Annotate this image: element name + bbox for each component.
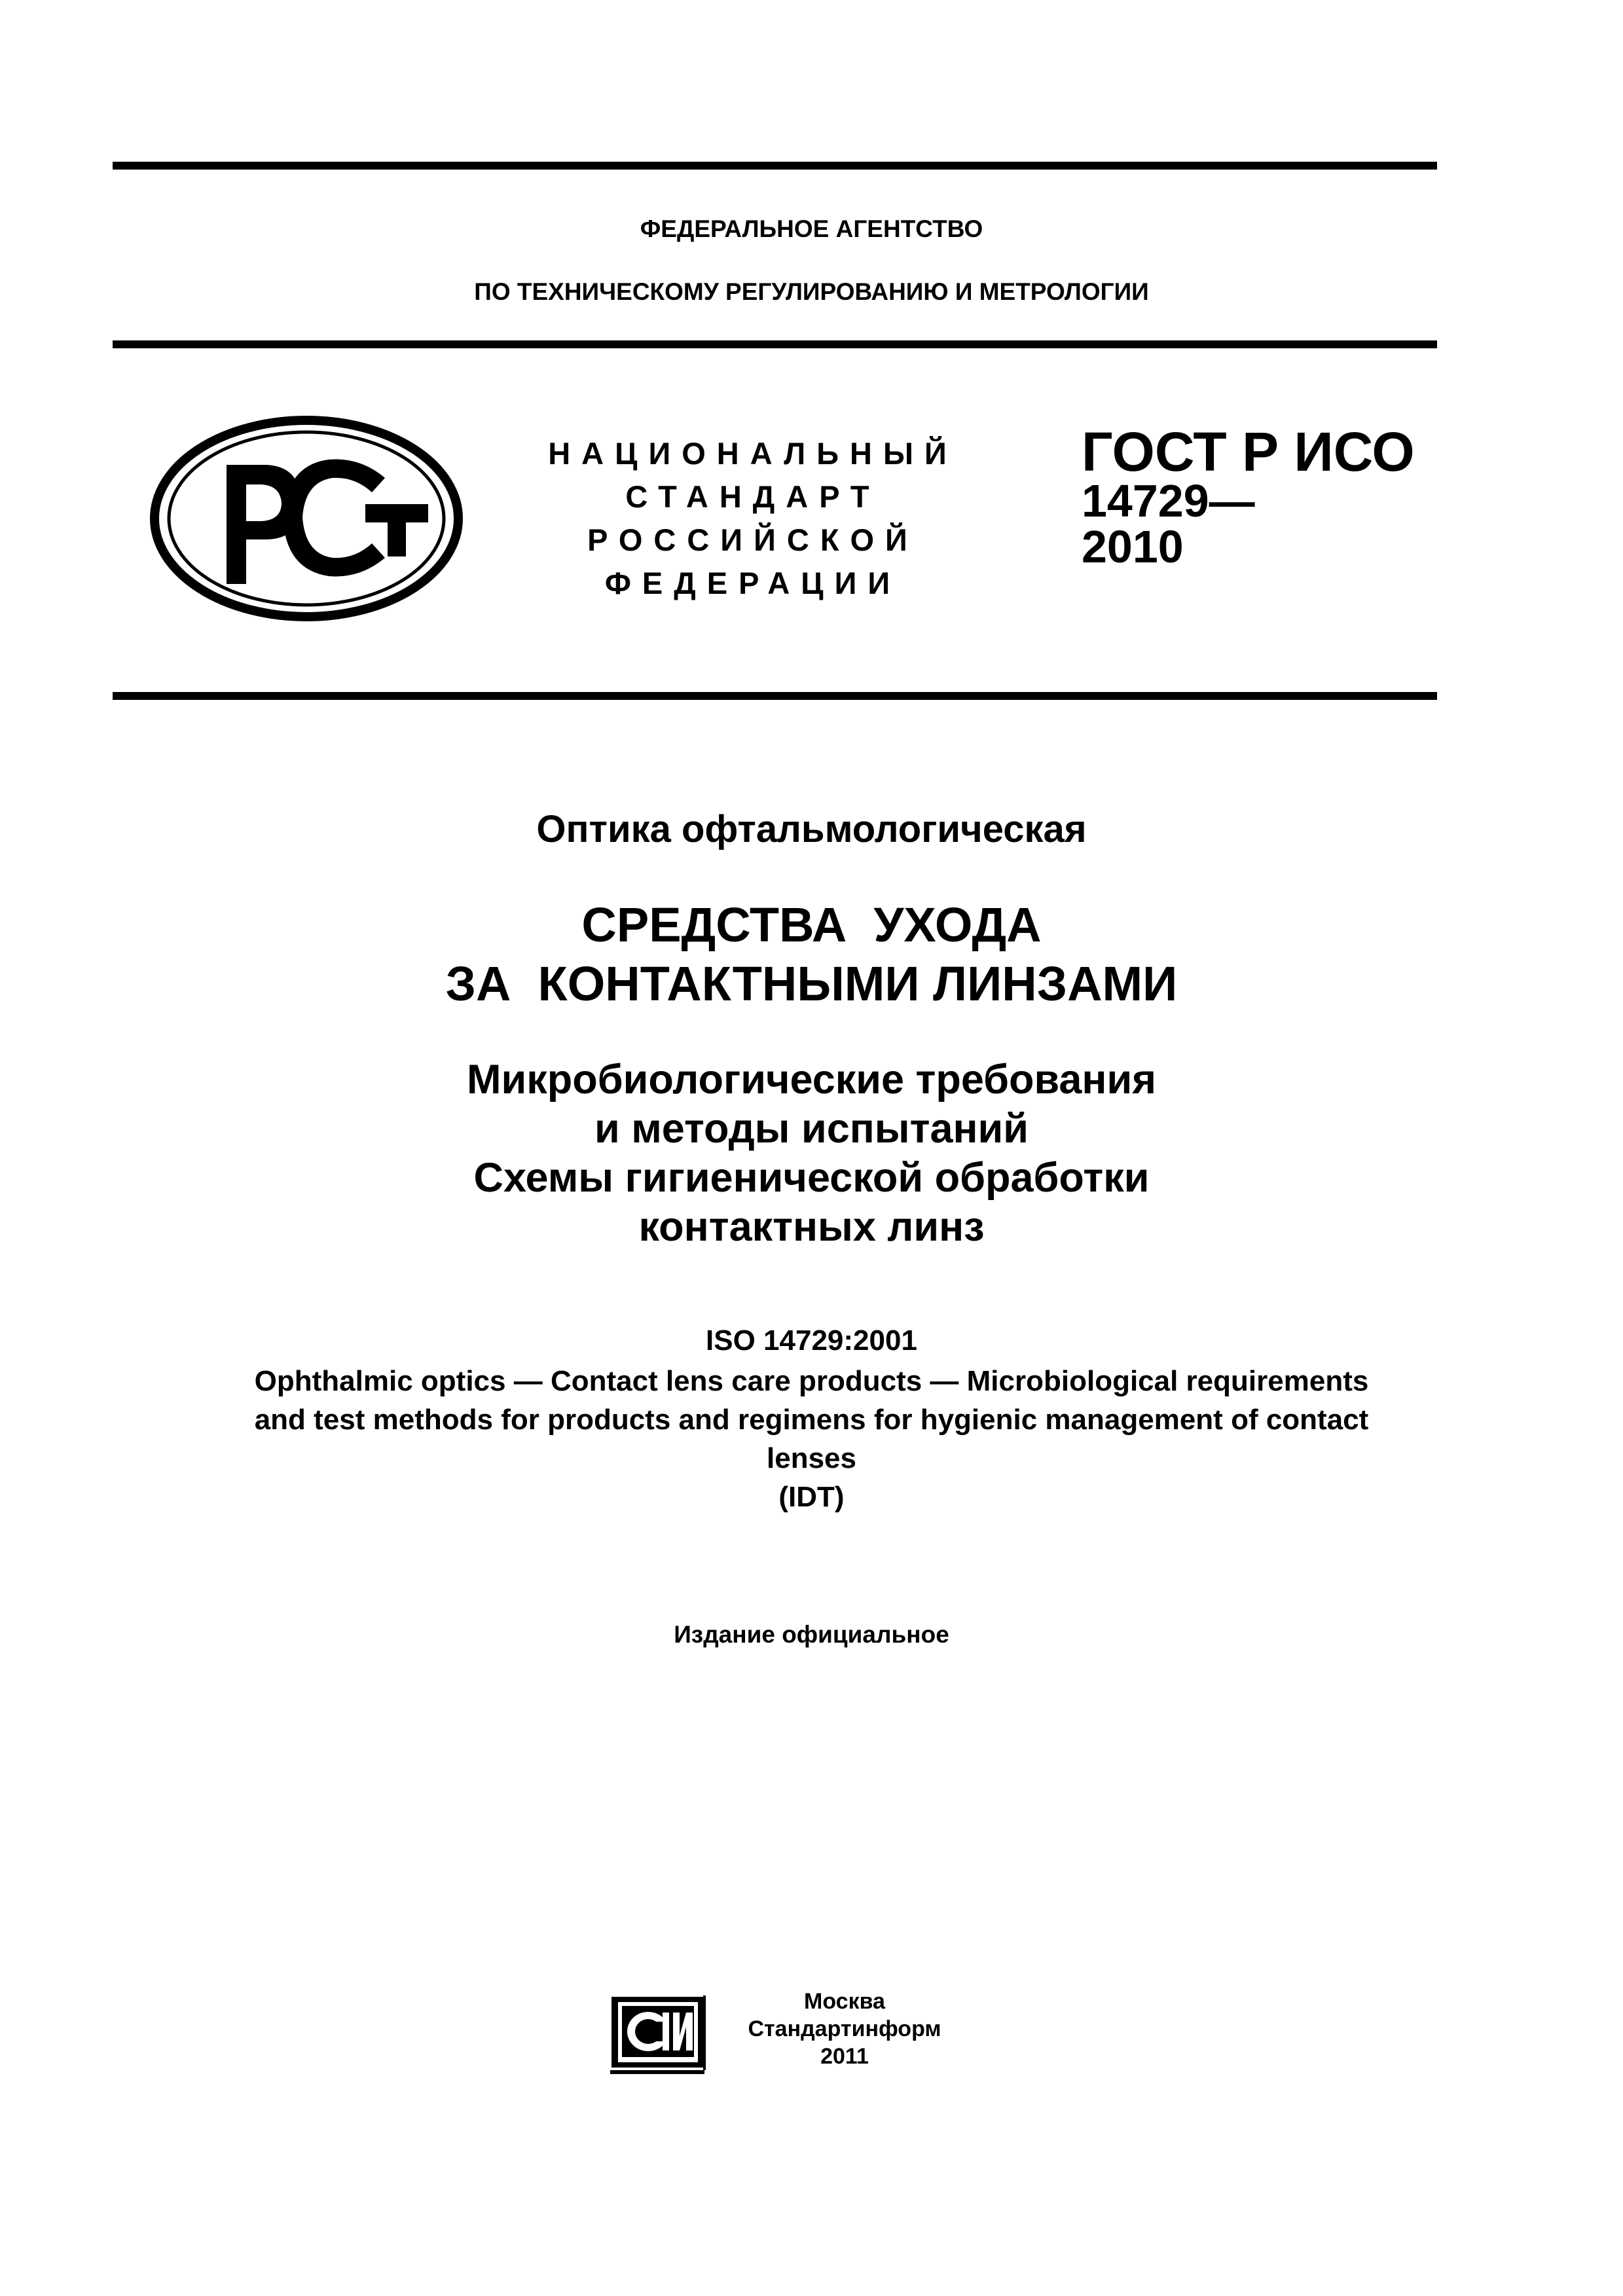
top-rule <box>113 162 1437 170</box>
standartinform-logo-icon <box>609 1993 706 2075</box>
national-standard-label <box>517 432 989 605</box>
domain-title: Оптика офтальмологическая <box>536 808 1087 850</box>
header-bottom-rule <box>113 340 1437 348</box>
main-title-line: ЗА КОНТАКТНЫМИ ЛИНЗАМИ <box>445 957 1178 1011</box>
edition-label: Издание официальное <box>674 1621 949 1648</box>
national-standard-line: СТАНДАРТ <box>625 479 881 514</box>
subtitle-line: Схемы гигиенической обработки <box>473 1155 1150 1201</box>
subtitle <box>0 1055 1623 1252</box>
agency-name-line2: ПО ТЕХНИЧЕСКОМУ РЕГУЛИРОВАНИЮ И МЕТРОЛОГИИ <box>474 278 1149 305</box>
agency-name-line1: ФЕДЕРАЛЬНОЕ АГЕНТСТВО <box>640 215 983 242</box>
standard-designation <box>1082 421 1415 572</box>
iso-english-title <box>0 1362 1623 1516</box>
designation-line2: 14729— <box>1082 475 1255 526</box>
publisher-city: Москва <box>804 1989 885 2014</box>
iso-number: ISO 14729:2001 <box>706 1324 917 1357</box>
national-standard-line: РОССИЙСКОЙ <box>587 522 919 557</box>
main-title <box>0 896 1623 1013</box>
designation-line1: ГОСТ Р ИСО <box>1082 421 1415 483</box>
subtitle-line: контактных линз <box>638 1204 985 1250</box>
title-separator-rule <box>113 692 1437 700</box>
main-title-line: СРЕДСТВА УХОДА <box>581 898 1042 952</box>
national-standard-line: НАЦИОНАЛЬНЫЙ <box>548 436 958 471</box>
rst-certification-mark-icon <box>149 414 464 623</box>
publisher-name: Стандартинформ <box>748 2016 941 2041</box>
designation-line3: 2010 <box>1082 521 1184 572</box>
publisher-info <box>733 1988 956 2070</box>
subtitle-line: и методы испытаний <box>594 1106 1029 1152</box>
iso-english-title-line: and test methods for products and regimens for hygienic management of contact <box>254 1404 1369 1436</box>
iso-english-title-line: Ophthalmic optics — Contact lens care products — Microbiological requirements <box>254 1365 1369 1397</box>
subtitle-line: Микробиологические требования <box>467 1057 1156 1102</box>
publication-year: 2011 <box>820 2044 869 2069</box>
national-standard-line: ФЕДЕРАЦИИ <box>604 566 902 600</box>
iso-equivalence: (IDT) <box>778 1481 845 1513</box>
iso-english-title-line: lenses <box>767 1442 856 1474</box>
